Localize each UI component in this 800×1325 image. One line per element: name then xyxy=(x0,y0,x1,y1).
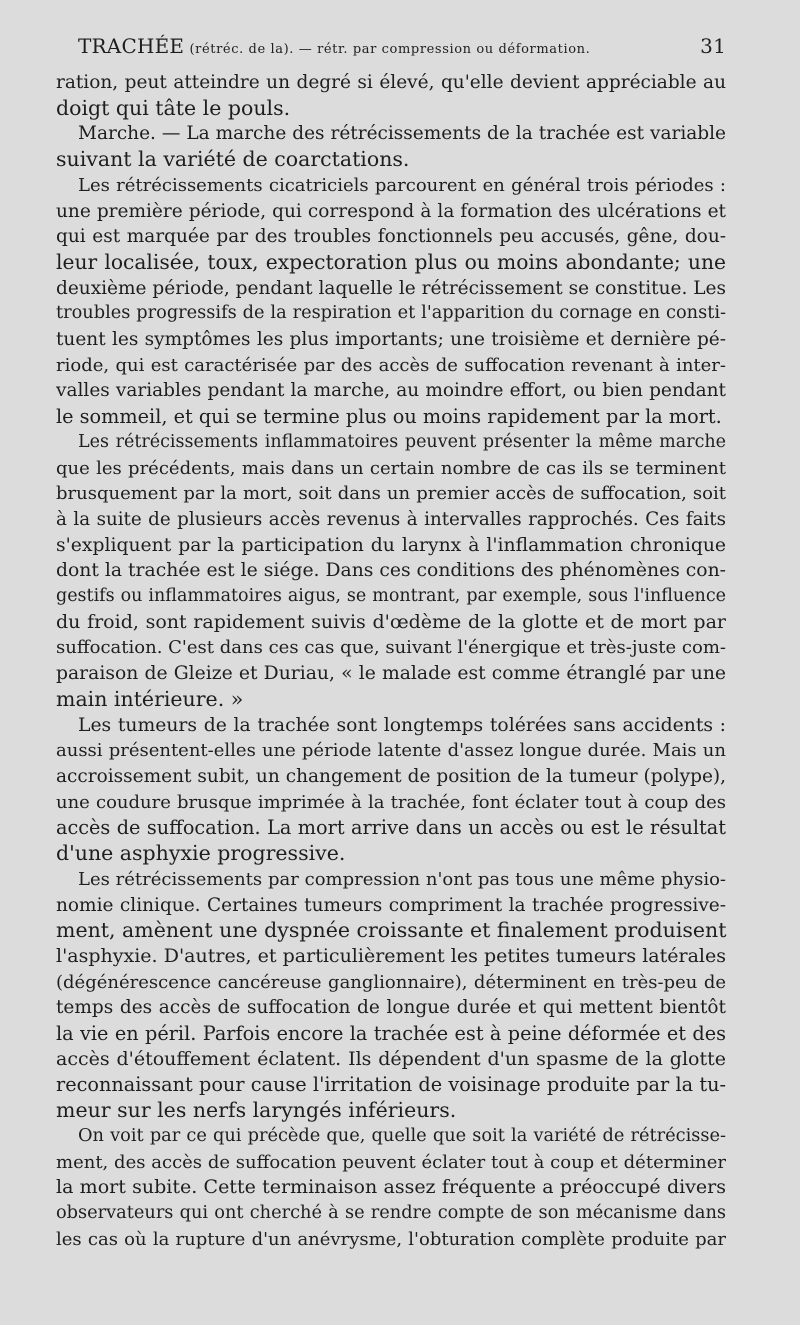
text-line: accroissement subit, un changement de position de la tumeur (polype), xyxy=(56,765,726,787)
text-line: qui est marquée par des troubles fonctionnels peu accusés, gêne, dou- xyxy=(56,226,726,248)
paragraph xyxy=(56,430,726,713)
text-line: brusquement par la mort, soit dans un premier accès de suffocation, soit xyxy=(56,483,726,505)
text-line: Les tumeurs de la trachée sont longtemps tolérées sans accidents : xyxy=(78,714,726,736)
text-line: d'une asphyxie progressive. xyxy=(56,841,346,866)
text-line: main intérieure. » xyxy=(56,686,244,711)
text-line: leur localisée, toux, expectoration plus ou moins abondante; une xyxy=(56,249,726,274)
text-line: Les rétrécissements par compression n'ont pas tous une même physio- xyxy=(78,868,726,890)
text-line: ration, peut atteindre un degré si élevé, qu'elle devient appréciable au xyxy=(56,72,726,93)
header-title-sub: (rétréc. de la). — rétr. par compression ou déformation. xyxy=(189,42,591,57)
running-header xyxy=(78,34,726,62)
text-line: Les rétrécissements inflammatoires peuvent présenter la même marche xyxy=(78,431,726,452)
text-line: la vie en péril. Parfois encore la trachée est à peine déformée et des xyxy=(56,1022,726,1046)
text-line: meur sur les nerfs laryngés inférieurs. xyxy=(56,1098,457,1123)
paragraph xyxy=(56,867,726,1124)
text-line: deuxième période, pendant laquelle le rétrécissement se constitue. Les xyxy=(56,277,726,299)
text-line: nomie clinique. Certaines tumeurs compriment la trachée progressive- xyxy=(56,894,726,916)
text-line: valles variables pendant la marche, au moindre effort, ou bien pendant xyxy=(56,380,726,402)
text-line: Les rétrécissements cicatriciels parcourent en général trois périodes : xyxy=(78,174,726,196)
text-line: s'expliquent par la participation du larynx à l'inflammation chronique xyxy=(56,534,726,556)
page-body xyxy=(56,70,726,1252)
header-title-main: TRACHÉE xyxy=(78,34,185,58)
text-line: aussi présentent-elles une période latente d'assez longue durée. Mais un xyxy=(56,740,726,762)
text-line: une coudure brusque imprimée à la trachée, font éclater tout à coup des xyxy=(56,791,726,813)
text-line: le sommeil, et qui se termine plus ou moins rapidement par la mort. xyxy=(56,405,722,429)
paragraph xyxy=(56,70,726,121)
text-line: On voit par ce qui précède que, quelle que soit la variété de rétrécisse- xyxy=(78,1125,726,1146)
text-line: ment, amènent une dyspnée croissante et finalement produisent xyxy=(56,918,727,943)
paragraph xyxy=(56,173,726,430)
text-line: (dégénérescence cancéreuse ganglionnaire), déterminent en très-peu de xyxy=(56,971,726,993)
text-line: dont la trachée est le siége. Dans ces conditions des phénomènes con- xyxy=(56,560,726,582)
paragraph xyxy=(56,121,726,172)
text-line: gestifs ou inflammatoires aigus, se montrant, par exemple, sous l'influence xyxy=(56,586,726,607)
text-line: ment, des accès de suffocation peuvent éclater tout à coup et déterminer xyxy=(56,1151,726,1173)
text-line: temps des accès de suffocation de longue durée et qui mettent bientôt xyxy=(56,997,726,1019)
text-line: la mort subite. Cette terminaison assez fréquente a préoccupé divers xyxy=(56,1176,726,1199)
text-line: suffocation. C'est dans ces cas que, suivant l'énergique et très-juste com- xyxy=(56,637,726,659)
paragraph xyxy=(56,1124,726,1253)
text-line: paraison de Gleize et Duriau, « le malade est comme étranglé par une xyxy=(56,663,726,685)
text-line: doigt qui tâte le pouls. xyxy=(56,95,291,120)
text-line: les cas où la rupture d'un anévrysme, l'obturation complète produite par xyxy=(56,1228,726,1250)
text-line: à la suite de plusieurs accès revenus à intervalles rapprochés. Ces faits xyxy=(56,508,726,530)
text-line: accès de suffocation. La mort arrive dans un accès ou est le résultat xyxy=(56,816,726,840)
header-title xyxy=(78,34,590,58)
text-line: reconnaissant pour cause l'irritation de voisinage produite par la tu- xyxy=(56,1073,726,1097)
text-line: tuent les symptômes les plus importants; une troisième et dernière pé- xyxy=(56,329,726,351)
text-line: une première période, qui correspond à la formation des ulcérations et xyxy=(56,200,726,222)
text-line: l'asphyxie. D'autres, et particulièrement les petites tumeurs latérales xyxy=(56,944,726,967)
text-line: du froid, sont rapidement suivis d'œdème de la glotte et de mort par xyxy=(56,610,726,633)
text-line: suivant la variété de coarctations. xyxy=(56,147,410,172)
text-line: observateurs qui ont cherché à se rendre compte de son mécanisme dans xyxy=(56,1202,726,1223)
paragraph xyxy=(56,713,726,867)
page-number: 31 xyxy=(700,34,726,58)
text-line: riode, qui est caractérisée par des accès de suffocation revenant à inter- xyxy=(56,354,726,376)
text-line: accès d'étouffement éclatent. Ils dépendent d'un spasme de la glotte xyxy=(56,1047,726,1070)
text-line: troubles progressifs de la respiration et l'apparition du cornage en consti- xyxy=(56,303,726,324)
text-line: que les précédents, mais dans un certain nombre de cas ils se terminent xyxy=(56,457,726,479)
text-line: Marche. — La marche des rétrécissements de la trachée est variable xyxy=(78,123,726,145)
